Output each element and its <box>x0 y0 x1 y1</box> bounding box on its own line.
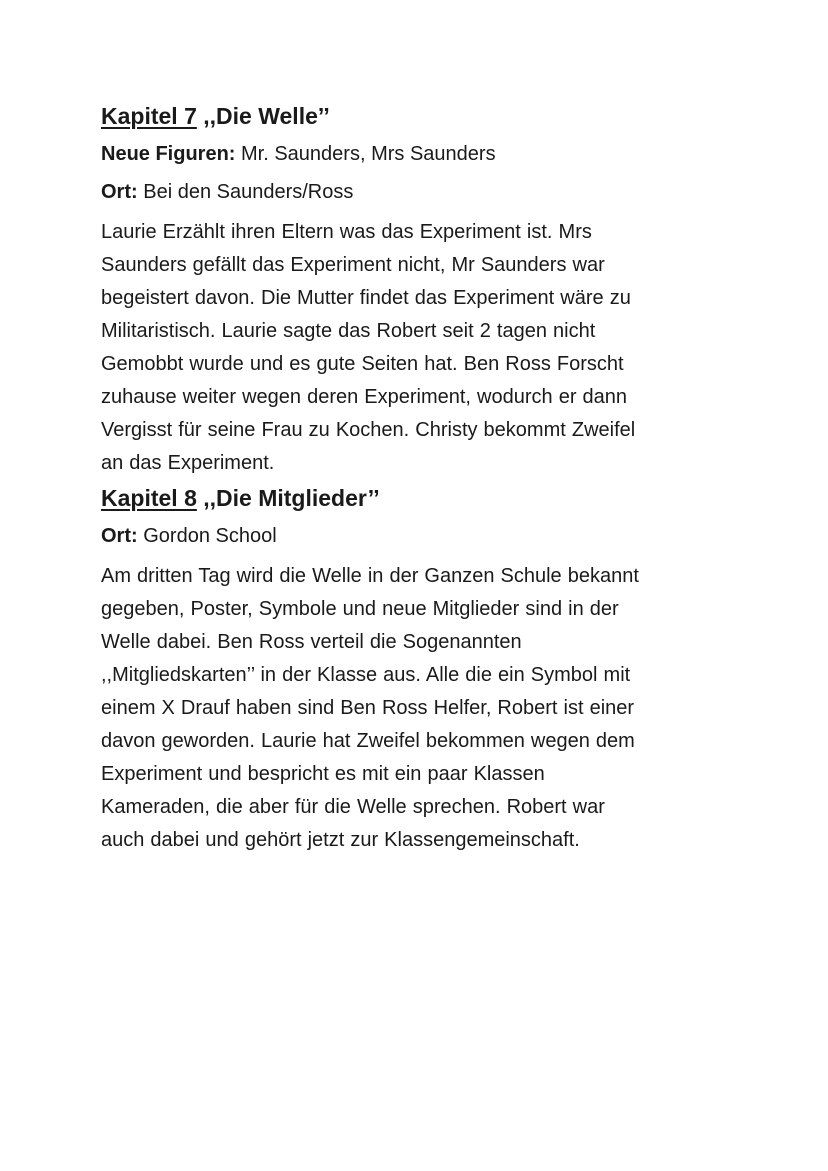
summary-line: davon geworden. Laurie hat Zweifel bekommen wegen dem <box>101 730 635 752</box>
place-label: Ort: <box>101 525 138 547</box>
chapter-8-title: ,,Die Mitglieder’’ <box>203 485 380 511</box>
figures-value: Mr. Saunders, Mrs Saunders <box>241 143 496 165</box>
chapter-7-title: ,,Die Welle’’ <box>203 103 330 129</box>
chapter-8-section <box>101 482 741 857</box>
chapter-8-summary <box>101 560 741 857</box>
summary-line: Welle dabei. Ben Ross verteil die Sogenannten <box>101 631 522 653</box>
chapter-8-heading <box>101 482 741 522</box>
summary-line: einem X Drauf haben sind Ben Ross Helfer, Robert ist einer <box>101 697 635 719</box>
chapter-8-label: Kapitel 8 <box>101 485 197 511</box>
chapter-7-section <box>101 100 741 480</box>
summary-line: Saunders gefällt das Experiment nicht, Mr Saunders war <box>101 254 605 276</box>
summary-line: Laurie Erzählt ihren Eltern was das Experiment ist. Mrs <box>101 221 592 243</box>
summary-line: Am dritten Tag wird die Welle in der Ganzen Schule bekannt <box>101 565 639 587</box>
summary-line: auch dabei und gehört jetzt zur Klassengemeinschaft. <box>101 829 580 851</box>
summary-line: zuhause weiter wegen deren Experiment, wodurch er dann <box>101 386 628 408</box>
summary-line: Militaristisch. Laurie sagte das Robert seit 2 tagen nicht <box>101 320 596 342</box>
place-value: Bei den Saunders/Ross <box>143 181 354 203</box>
figures-label: Neue Figuren: <box>101 143 236 165</box>
summary-line: Experiment und bespricht es mit ein paar Klassen <box>101 763 545 785</box>
document-page <box>101 100 741 857</box>
summary-line: gegeben, Poster, Symbole und neue Mitglieder sind in der <box>101 598 619 620</box>
chapter-7-place <box>101 178 741 206</box>
place-label: Ort: <box>101 181 138 203</box>
summary-line: begeistert davon. Die Mutter findet das Experiment wäre zu <box>101 287 631 309</box>
chapter-7-label: Kapitel 7 <box>101 103 197 129</box>
chapter-7-heading <box>101 100 741 140</box>
chapter-8-place <box>101 522 741 550</box>
place-value: Gordon School <box>143 525 277 547</box>
summary-line: an das Experiment. <box>101 452 275 474</box>
summary-line: ,,Mitgliedskarten’’ in der Klasse aus. Alle die ein Symbol mit <box>101 664 631 686</box>
summary-line: Gemobbt wurde und es gute Seiten hat. Ben Ross Forscht <box>101 353 624 375</box>
chapter-7-summary <box>101 216 741 480</box>
summary-line: Vergisst für seine Frau zu Kochen. Christy bekommt Zweifel <box>101 419 636 441</box>
chapter-7-figures <box>101 140 741 168</box>
summary-line: Kameraden, die aber für die Welle sprechen. Robert war <box>101 796 605 818</box>
